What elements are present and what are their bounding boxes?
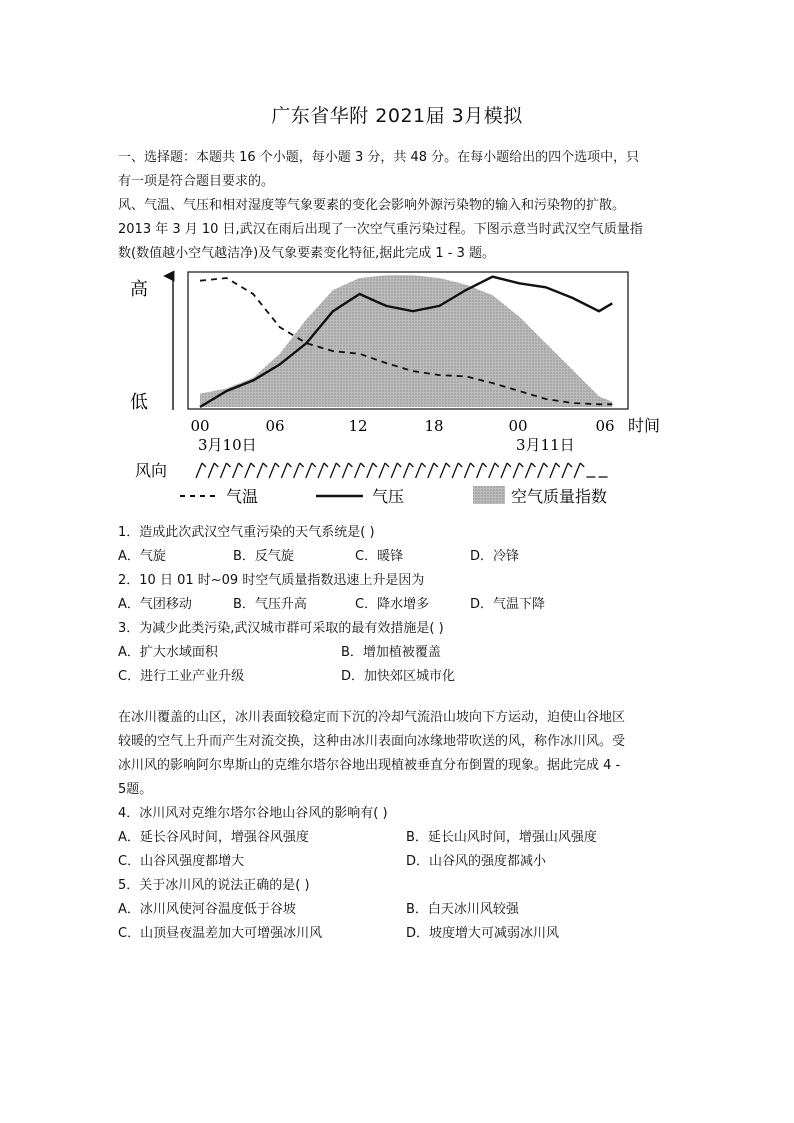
- q1-stem: 1．造成此次武汉空气重污染的天气系统是( ): [118, 525, 375, 540]
- wind-barb: [464, 463, 474, 478]
- x-axis-title: 时间: [628, 416, 661, 435]
- q5-option-a[interactable]: A．冰川风使河谷温度低于谷坡: [118, 902, 296, 917]
- page-title: 广东省华附 2021届 3月模拟: [271, 105, 523, 127]
- section2-line4: 5题。: [118, 782, 153, 797]
- q5-option-c[interactable]: C．山顶昼夜温差加大可增强冰川风: [118, 926, 323, 941]
- q2-option-d[interactable]: D．气温下降: [470, 597, 546, 612]
- wind-barb: [342, 463, 352, 478]
- q1-option-a[interactable]: A．气旋: [118, 549, 166, 564]
- x-tick-00b: 00: [508, 417, 528, 435]
- section1-context-line3: 数(数值越小空气越洁净)及气象要素变化特征,据此完成 1 - 3 题。: [118, 246, 496, 261]
- section1-context-line1: 风、气温、气压和相对湿度等气象要素的变化会影响外源污染物的输入和污染物的扩散。: [118, 198, 626, 213]
- q5-option-d[interactable]: D．坡度增大可减弱冰川风: [406, 926, 560, 941]
- legend-temp-label: 气温: [226, 487, 259, 506]
- wind-barbs: [196, 463, 608, 478]
- q3-option-b[interactable]: B．增加植被覆盖: [341, 645, 441, 660]
- section1-intro-line2: 有一项是符合题目要求的。: [118, 174, 275, 189]
- q1-option-d[interactable]: D．冷锋: [470, 549, 520, 564]
- section2-line2: 较暖的空气上升而产生对流交换，这种由冰川表面向冰缘地带吹送的风，称作冰川风。受: [118, 734, 626, 749]
- aqi-area: [200, 275, 612, 407]
- wind-barb: [208, 463, 218, 478]
- q4-option-a[interactable]: A．延长谷风时间，增强谷风强度: [118, 830, 309, 845]
- date-label-mar10: 3月10日: [198, 436, 257, 454]
- wind-barb: [403, 463, 413, 478]
- legend-pressure-label: 气压: [372, 487, 405, 506]
- section1-intro-line1: 一、选择题：本题共 16 个小题，每小题 3 分，共 48 分。在每小题给出的四个选项中，只: [118, 150, 640, 165]
- wind-barb: [501, 463, 511, 478]
- q4-stem: 4．冰川风对克维尔塔尔谷地山谷风的影响有( ): [118, 806, 388, 821]
- y-label-high: 高: [130, 279, 148, 300]
- wind-barb: [562, 463, 572, 478]
- x-tick-18: 18: [424, 417, 444, 435]
- q3-option-d[interactable]: D．加快郊区城市化: [341, 669, 456, 684]
- legend-aqi-swatch: [473, 486, 505, 504]
- q2-stem: 2．10 日 01 时~09 时空气质量指数迅速上升是因为: [118, 573, 425, 588]
- wind-barb: [220, 463, 230, 478]
- x-tick-12: 12: [348, 417, 368, 435]
- x-tick-00a: 00: [190, 417, 210, 435]
- date-label-mar11: 3月11日: [516, 436, 575, 454]
- wind-barb: [330, 463, 340, 478]
- q4-option-b[interactable]: B．延长山风时间，增强山风强度: [406, 830, 597, 845]
- q3-option-a[interactable]: A．扩大水域面积: [118, 645, 218, 660]
- wind-barb: [257, 463, 267, 478]
- q4-option-c[interactable]: C．山谷风强度都增大: [118, 854, 245, 869]
- q1-option-c[interactable]: C．暖锋: [355, 549, 404, 564]
- wind-barb: [538, 463, 548, 478]
- q3-option-c[interactable]: C．进行工业产业升级: [118, 669, 245, 684]
- wind-barb: [428, 463, 438, 478]
- q5-option-b[interactable]: B．白天冰川风较强: [406, 902, 519, 917]
- x-tick-labels: [190, 417, 614, 435]
- wind-barb: [318, 463, 328, 478]
- wind-barb: [440, 463, 450, 478]
- q2-option-b[interactable]: B．气压升高: [233, 597, 307, 612]
- q4-option-d[interactable]: D．山谷风的强度都减小: [406, 854, 547, 869]
- wind-barb: [452, 463, 462, 478]
- legend-aqi-label: 空气质量指数: [511, 487, 608, 506]
- q2-option-c[interactable]: C．降水增多: [355, 597, 430, 612]
- wind-barb: [306, 463, 316, 478]
- wind-barb: [477, 463, 487, 478]
- wind-barb: [196, 463, 206, 478]
- wind-barb: [269, 463, 279, 478]
- wind-barb: [550, 463, 560, 478]
- q1-option-b[interactable]: B．反气旋: [233, 549, 294, 564]
- x-tick-06a: 06: [265, 417, 285, 435]
- x-tick-06b: 06: [595, 417, 615, 435]
- section2-line1: 在冰川覆盖的山区，冰川表面较稳定而下沉的冷却气流沿山坡向下方运动，迫使山谷地区: [118, 710, 626, 725]
- wind-barb: [391, 463, 401, 478]
- aqi-weather-chart: [118, 264, 678, 514]
- wind-barb: [245, 463, 255, 478]
- wind-barb: [281, 463, 291, 478]
- wind-barb: [525, 463, 535, 478]
- wind-barb: [513, 463, 523, 478]
- q5-stem: 5．关于冰川风的说法正确的是( ): [118, 878, 310, 893]
- q3-stem: 3．为减少此类污染,武汉城市群可采取的最有效措施是( ): [118, 621, 444, 636]
- section2-line3: 冰川风的影响阿尔卑斯山的克维尔塔尔谷地出现植被垂直分布倒置的现象。据此完成 4 -: [118, 758, 621, 773]
- wind-barb: [416, 463, 426, 478]
- wind-direction-label: 风向: [135, 461, 168, 480]
- wind-barb: [574, 463, 584, 478]
- wind-barb: [379, 463, 389, 478]
- q2-option-a[interactable]: A．气团移动: [118, 597, 192, 612]
- wind-barb: [355, 463, 365, 478]
- wind-barb: [294, 463, 304, 478]
- y-label-low: 低: [130, 392, 148, 413]
- section1-context-line2: 2013 年 3 月 10 日,武汉在雨后出现了一次空气重污染过程。下图示意当时武汉空气质量指: [118, 222, 643, 237]
- wind-barb: [367, 463, 377, 478]
- wind-barb: [489, 463, 499, 478]
- wind-barb: [233, 463, 243, 478]
